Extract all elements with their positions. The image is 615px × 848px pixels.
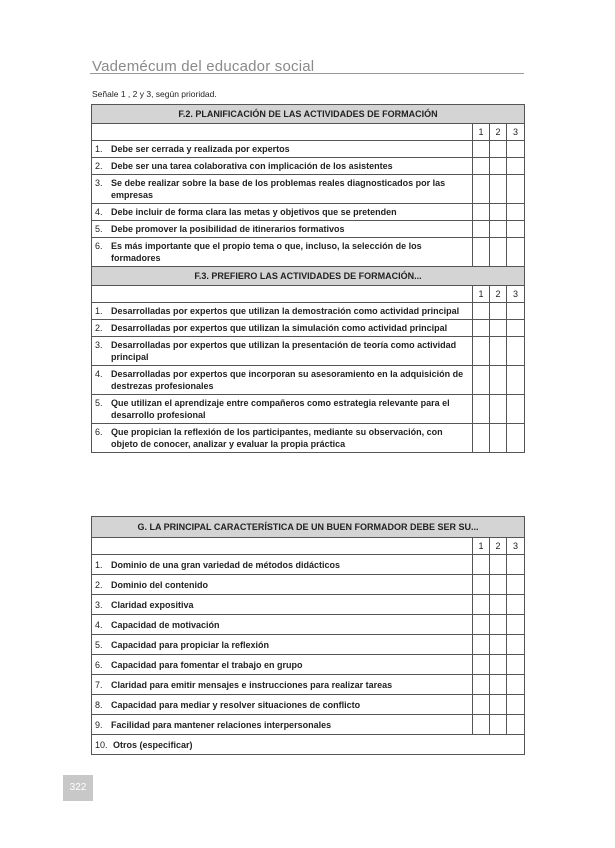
rating-box[interactable] [473,655,490,675]
item-text: Debe incluir de forma clara las metas y objetivos que se pretenden [111,207,397,217]
table-row: 6. Capacidad para fomentar el trabajo en grupo [92,655,525,675]
rating-box[interactable] [507,320,525,337]
table-row: 6. Que propician la reflexión de los participantes, mediante su observación, con objeto de conocer, analizar y evaluar la propia práctica [92,424,525,453]
rating-box[interactable] [473,303,490,320]
rating-box[interactable] [490,695,507,715]
rating-box[interactable] [507,303,525,320]
rating-box[interactable] [473,337,490,366]
rating-box[interactable] [490,615,507,635]
rating-box[interactable] [507,715,525,735]
rating-box[interactable] [473,424,490,453]
rating-box[interactable] [490,337,507,366]
rating-box[interactable] [490,715,507,735]
rating-box[interactable] [490,204,507,221]
rating-box[interactable] [507,575,525,595]
item-text: Capacidad de motivación [111,619,220,630]
rating-box[interactable] [507,395,525,424]
rating-box[interactable] [473,695,490,715]
rating-box[interactable] [507,204,525,221]
rating-box[interactable] [490,595,507,615]
table-row: 5. Debe promover la posibilidad de itinerarios formativos [92,221,525,238]
item-text: Debe ser una tarea colaborativa con implicación de los asistentes [111,161,393,171]
rating-col-1: 1 [473,286,490,303]
rating-box[interactable] [490,635,507,655]
item-text: Capacidad para mediar y resolver situaciones de conflicto [111,699,361,710]
item-text: Que utilizan el aprendizaje entre compañeros como estrategia relevante para el desarrollo profesional [111,398,450,420]
rating-box[interactable] [473,595,490,615]
table-row: 1. Debe ser cerrada y realizada por expertos [92,141,525,158]
rating-box[interactable] [507,555,525,575]
rating-box[interactable] [507,655,525,675]
rating-box[interactable] [507,615,525,635]
rating-box[interactable] [473,141,490,158]
rating-box[interactable] [473,221,490,238]
table-row: 1. Dominio de una gran variedad de métodos didácticos [92,555,525,575]
rating-box[interactable] [507,221,525,238]
rating-box[interactable] [507,675,525,695]
table-row-other: 10. Otros (especificar) [92,735,525,755]
rating-col-2: 2 [490,124,507,141]
rating-box[interactable] [473,615,490,635]
table-row: 2. Dominio del contenido [92,575,525,595]
rating-box[interactable] [490,221,507,238]
rating-col-2: 2 [490,538,507,555]
item-text: Claridad para emitir mensajes e instrucciones para realizar tareas [111,679,393,690]
section-title: G. LA PRINCIPAL CARACTERÍSTICA DE UN BUEN FORMADOR DEBE SER SU... [92,517,525,538]
rating-box[interactable] [490,303,507,320]
table-row: 3. Desarrolladas por expertos que utilizan la presentación de teoría como actividad principal [92,337,525,366]
table-row: 6. Es más importante que el propio tema o que, incluso, la selección de los formadores [92,238,525,267]
rating-box[interactable] [473,175,490,204]
rating-box[interactable] [473,158,490,175]
item-text: Debe ser cerrada y realizada por expertos [111,144,290,154]
section-title: F.3. PREFIERO LAS ACTIVIDADES DE FORMACIÓN... [92,267,525,286]
rating-box[interactable] [490,175,507,204]
rating-box[interactable] [490,675,507,695]
running-header: Vademécum del educador social [92,58,315,75]
rating-box[interactable] [490,366,507,395]
item-text: Desarrolladas por expertos que utilizan la presentación de teoría como actividad principal [111,340,457,362]
rating-box[interactable] [490,655,507,675]
item-text: Que propician la reflexión de los participantes, mediante su observación, con objeto de conocer, analizar y evaluar la propia práctica [111,427,443,449]
table-row: 1. Desarrolladas por expertos que utilizan la demostración como actividad principal [92,303,525,320]
table-row: 7. Claridad para emitir mensajes e instrucciones para realizar tareas [92,675,525,695]
table-f2-planificacion [91,104,525,453]
table-row: 9. Facilidad para mantener relaciones interpersonales [92,715,525,735]
rating-box[interactable] [507,238,525,267]
table-row: 4. Desarrolladas por expertos que incorporan su asesoramiento en la adquisición de destrezas profesionales [92,366,525,395]
rating-box[interactable] [490,141,507,158]
item-text: Facilidad para mantener relaciones interpersonales [111,719,332,730]
rating-col-1: 1 [473,124,490,141]
instruction-text: Señale 1 , 2 y 3, según prioridad. [92,89,217,99]
rating-box[interactable] [507,424,525,453]
rating-box[interactable] [490,238,507,267]
rating-box[interactable] [507,595,525,615]
rating-box[interactable] [507,635,525,655]
item-text: Dominio de una gran variedad de métodos didácticos [111,559,341,570]
rating-box[interactable] [473,320,490,337]
table-row: 5. Capacidad para propiciar la reflexión [92,635,525,655]
item-text: Debe promover la posibilidad de itinerarios formativos [111,224,345,234]
rating-box[interactable] [490,395,507,424]
rating-box[interactable] [473,635,490,655]
page-number: 322 [63,775,93,801]
rating-col-3: 3 [507,124,525,141]
rating-box[interactable] [473,238,490,267]
item-text: Otros (especificar) [113,739,193,750]
item-text: Desarrolladas por expertos que utilizan la simulación como actividad principal [111,323,448,333]
rating-box[interactable] [507,141,525,158]
rating-col-3: 3 [507,538,525,555]
rating-box[interactable] [473,675,490,695]
table-row: 8. Capacidad para mediar y resolver situaciones de conflicto [92,695,525,715]
item-text: Capacidad para propiciar la reflexión [111,639,270,650]
rating-box[interactable] [507,175,525,204]
item-text: Es más importante que el propio tema o que, incluso, la selección de los formadores [111,241,422,263]
rating-box[interactable] [507,337,525,366]
rating-col-2: 2 [490,286,507,303]
table-row: 3. Se debe realizar sobre la base de los problemas reales diagnosticados por las empresas [92,175,525,204]
rating-box[interactable] [490,158,507,175]
rating-box[interactable] [473,395,490,424]
header-rule [90,73,524,74]
rating-box[interactable] [473,555,490,575]
rating-box[interactable] [490,424,507,453]
item-text: Desarrolladas por expertos que utilizan la demostración como actividad principal [111,306,460,316]
table-row: 5. Que utilizan el aprendizaje entre compañeros como estrategia relevante para el desarrollo profesional [92,395,525,424]
rating-box[interactable] [473,366,490,395]
item-text: Dominio del contenido [111,579,208,590]
rating-col-3: 3 [507,286,525,303]
section-title: F.2. PLANIFICACIÓN DE LAS ACTIVIDADES DE FORMACIÓN [92,105,525,124]
rating-box[interactable] [473,204,490,221]
rating-col-1: 1 [473,538,490,555]
table-row: 2. Desarrolladas por expertos que utilizan la simulación como actividad principal [92,320,525,337]
table-row: 4. Capacidad de motivación [92,615,525,635]
rating-box[interactable] [490,555,507,575]
rating-box[interactable] [490,575,507,595]
item-text: Desarrolladas por expertos que incorporan su asesoramiento en la adquisición de destrezas profesionales [111,369,464,391]
rating-box[interactable] [490,320,507,337]
item-text: Claridad expositiva [111,599,194,610]
table-g-formador [91,516,525,755]
rating-box[interactable] [507,366,525,395]
table-row: 3. Claridad expositiva [92,595,525,615]
item-text: Capacidad para fomentar el trabajo en grupo [111,659,303,670]
rating-box[interactable] [507,158,525,175]
table-row: 2. Debe ser una tarea colaborativa con implicación de los asistentes [92,158,525,175]
table-row: 4. Debe incluir de forma clara las metas y objetivos que se pretenden [92,204,525,221]
item-text: Se debe realizar sobre la base de los problemas reales diagnosticados por las empresas [111,178,446,200]
rating-box[interactable] [507,695,525,715]
rating-box[interactable] [473,575,490,595]
rating-box[interactable] [473,715,490,735]
